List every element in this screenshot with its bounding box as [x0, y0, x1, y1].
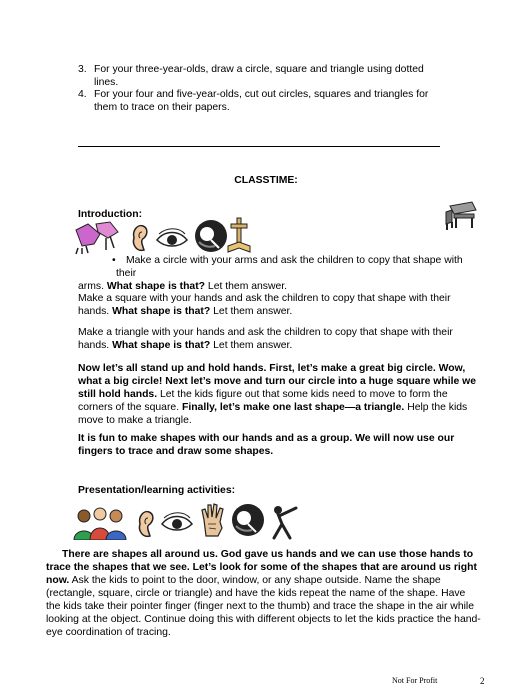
list-text: For your four and five-year-olds, cut out circles, squares and triangles for them to trace on their papers. — [94, 89, 429, 113]
cross-bible-icon — [226, 216, 252, 254]
eye-icon — [160, 512, 194, 534]
classtime-heading: CLASSTIME: — [234, 175, 298, 186]
section-divider — [78, 146, 440, 147]
page-number: 2 — [480, 676, 485, 686]
children-group-icon — [72, 506, 128, 540]
eye-icon — [155, 228, 189, 250]
intro-paragraph-1: • Make a circle with your arms and ask the children to copy that shape with their arms. What shape is that? Let them answer. — [78, 255, 463, 292]
ear-icon — [128, 222, 150, 254]
intro-paragraph-5: It is fun to make shapes with our hands and as a group. We will now use our fingers to trace and draw some shapes. — [78, 433, 455, 457]
introduction-heading: Introduction: — [78, 209, 143, 220]
stretching-person-icon — [268, 504, 300, 540]
list-text: For your three-year-olds, draw a circle, square and triangle using dotted lines. — [94, 64, 424, 88]
ear-icon — [134, 508, 156, 540]
intro-paragraph-3: Make a triangle with your hands and ask the children to copy that shape with their hands. What shape is that? Let them answer. — [78, 327, 453, 351]
praying-head-icon — [230, 502, 266, 538]
list-item-4 — [78, 88, 438, 114]
hands-icon — [72, 220, 122, 256]
presentation-heading: Presentation/learning activities: — [78, 485, 236, 496]
intro-paragraph-2: Make a square with your hands and ask the children to copy that shape with their hands. What shape is that? Let them answer. — [78, 293, 451, 317]
desk-chair-icon — [444, 198, 480, 232]
list-number: 3. — [78, 64, 87, 75]
footer-note: Not For Profit — [392, 676, 438, 685]
praying-head-icon — [193, 218, 229, 254]
bullet: • — [112, 255, 116, 266]
list-item-3 — [78, 63, 438, 89]
intro-paragraph-4: Now let’s all stand up and hold hands. First, let’s make a great big circle. Wow, what a big circle! Next let’s move and turn our circle into a huge square while we still hold hands. Let the kids figure out that some kids need to move to form the corners of the square. Finally, let’s make one last shape—a triangle. Help the kids move to make a triangle. — [78, 363, 477, 426]
hand-icon — [198, 502, 226, 538]
presentation-paragraph: There are shapes all around us. God gave us hands and we can use those hands to trace the shapes that we see. Let’s look for some of the shapes that are around us right now. Ask the kids to point to the door, window, or any shape outside. Name the shape (rectangle, square, circle or triangle) and have the kids repeat the name of the shape. Have the kids take their pointer finger (finger next to the thumb) and trace the shape in the air while looking at the object. Continue doing this with different objects to let the kids practice the hand- eye coordination of tracing. — [46, 549, 481, 638]
list-number: 4. — [78, 89, 87, 100]
